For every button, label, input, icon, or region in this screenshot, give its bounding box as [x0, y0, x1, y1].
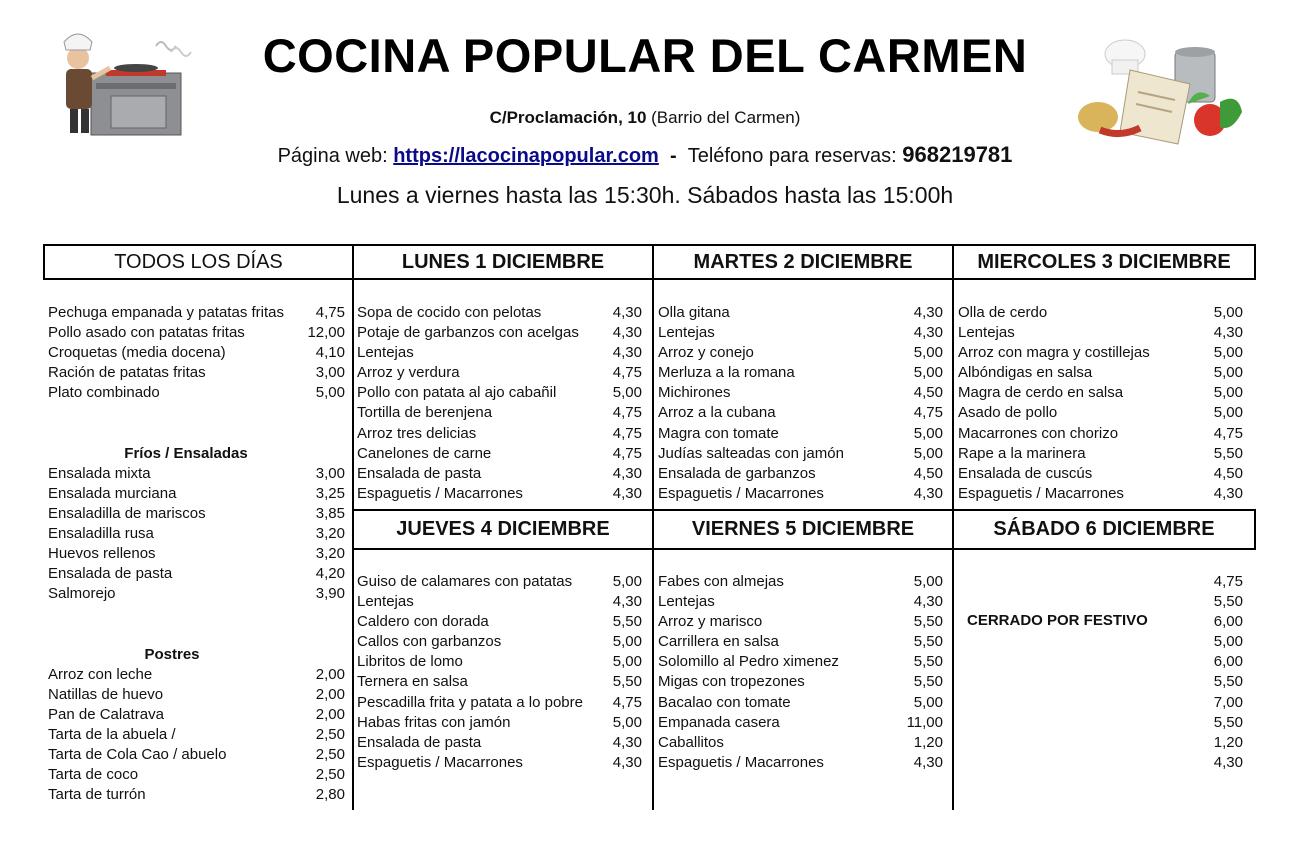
menu-item [958, 572, 1243, 592]
menu-item [357, 444, 642, 464]
address-neighborhood: (Barrio del Carmen) [646, 108, 801, 127]
dish-name: Fabes con almejas [658, 573, 784, 590]
sabado-menu-list [958, 572, 1243, 773]
menu-item [958, 424, 1243, 444]
dish-name: Empanada casera [658, 713, 780, 731]
dish-name: Arroz y conejo [658, 344, 754, 362]
dish-name: Merluza a la romana [658, 364, 795, 382]
menu-item [357, 464, 642, 484]
menu-item: Pollo asado con patatas fritas 12,00 [48, 324, 345, 342]
dish-name: Lentejas [357, 593, 414, 611]
dish-name: Espaguetis / Macarrones [958, 484, 1124, 502]
dish-name: Judías salteadas con jamón [658, 444, 844, 462]
menu-item: Tarta de coco 2,50 [48, 766, 345, 784]
dish-name: Arroz a la cubana [658, 404, 776, 422]
dish-name: Magra con tomate [658, 424, 779, 442]
menu-item [357, 592, 642, 612]
dish-name: Ensalada de cuscús [958, 464, 1093, 482]
dish-price: 5,00 [913, 573, 943, 590]
dish-price: 5,00 [1213, 633, 1243, 651]
menu-item: Natillas de huevo 2,00 [48, 685, 345, 703]
dish-price: 6,00 [1213, 613, 1243, 631]
dish-name: Callos con garbanzos [357, 633, 502, 651]
dish-name: Guiso de calamares con patatas [357, 573, 573, 590]
menu-item [658, 363, 943, 383]
dish-price: 5,00 [1213, 304, 1243, 321]
dish-name: Espaguetis / Macarrones [658, 753, 824, 771]
dish-name: Arroz y verdura [357, 364, 460, 382]
dish-price: 5,00 [612, 633, 642, 651]
martes-menu-list [658, 303, 943, 504]
section-heading-frios: Fríos / Ensaladas [124, 444, 248, 462]
dish-price: 4,30 [612, 324, 642, 342]
dish-price: 4,50 [913, 384, 943, 402]
dish-price: 5,50 [612, 673, 642, 691]
dish-price: 4,30 [612, 304, 642, 321]
menu-item [357, 363, 642, 383]
menu-item [658, 753, 943, 773]
menu-item: Plato combinado 5,00 [48, 384, 345, 402]
dish-name: Caballitos [658, 733, 724, 751]
dish-price: 4,75 [612, 404, 642, 422]
dish-price: 5,00 [612, 384, 642, 402]
menu-item: Ensaladilla de mariscos 3,85 [48, 504, 345, 522]
menu-item [958, 632, 1243, 652]
dish-price: 4,75 [612, 364, 642, 382]
dish-price: 4,30 [612, 344, 642, 362]
menu-item: Arroz con leche 2,00 [48, 665, 345, 683]
dish-price: 5,50 [1213, 673, 1243, 691]
dish-price: 5,00 [612, 713, 642, 731]
column-divider [652, 278, 654, 810]
dish-name: Ensalada de pasta [357, 733, 482, 751]
header-miercoles: MIERCOLES 3 DICIEMBRE [952, 244, 1256, 280]
dish-price: 5,00 [1213, 344, 1243, 362]
menu-item [658, 343, 943, 363]
menu-item [357, 753, 642, 773]
dish-name: Arroz con magra y costillejas [958, 344, 1150, 362]
dish-price: 4,50 [1213, 464, 1243, 482]
dish-name: Espaguetis / Macarrones [658, 484, 824, 502]
menu-item [958, 383, 1243, 403]
menu-item: Pechuga empanada y patatas fritas 4,75 [48, 304, 345, 321]
closed-notice: CERRADO POR FESTIVO [967, 612, 1148, 629]
dish-price: 11,00 [906, 713, 943, 731]
menu-item [658, 323, 943, 343]
menu-item [958, 484, 1243, 504]
menu-item [658, 592, 943, 612]
dish-price: 4,30 [913, 484, 943, 502]
header-todos-los-dias: TODOS LOS DÍAS [43, 244, 354, 280]
menu-item [958, 403, 1243, 423]
address [0, 108, 1290, 128]
menu-item [357, 572, 642, 592]
menu-item: Ensalada murciana 3,25 [48, 484, 345, 502]
menu-item [658, 303, 943, 323]
dish-name: Arroz y marisco [658, 613, 763, 631]
dish-price: 4,30 [612, 593, 642, 611]
dish-price: 4,30 [913, 324, 943, 342]
menu-item: Huevos rellenos 3,20 [48, 545, 345, 563]
dish-price: 5,50 [913, 653, 943, 671]
menu-item [658, 484, 943, 504]
separator: - [658, 145, 688, 167]
menu-item [357, 383, 642, 403]
menu-item [958, 713, 1243, 733]
menu-item: Ensalada de pasta 4,20 [48, 565, 345, 583]
website-link[interactable]: https://lacocinapopular.com [393, 145, 659, 167]
opening-hours: Lunes a viernes hasta las 15:30h. Sábados hasta las 15:00h [336, 182, 954, 208]
dish-price: 4,30 [913, 753, 943, 771]
phone-label: Teléfono para reservas: [687, 145, 903, 167]
web-label: Página web: [277, 145, 394, 167]
menu-item: Tarta de turrón 2,80 [48, 786, 345, 804]
menu-item [357, 323, 642, 343]
dish-price: 5,00 [913, 693, 943, 711]
dish-price: 4,30 [1213, 753, 1243, 771]
dish-price: 5,00 [1213, 404, 1243, 422]
menu-item [958, 652, 1243, 672]
menu-item [658, 572, 943, 592]
menu-item [357, 343, 642, 363]
menu-item [357, 733, 642, 753]
jueves-menu-list [357, 572, 642, 773]
menu-item [958, 733, 1243, 753]
dish-price: 4,30 [913, 593, 943, 611]
menu-item [357, 693, 642, 713]
header-sabado: SÁBADO 6 DICIEMBRE [952, 509, 1256, 550]
menu-item [357, 612, 642, 632]
menu-item [658, 612, 943, 632]
dish-price: 4,30 [612, 753, 642, 771]
column-divider [952, 278, 954, 810]
dish-name: Magra de cerdo en salsa [958, 384, 1124, 402]
menu-item [958, 363, 1243, 383]
dish-price: 5,00 [913, 344, 943, 362]
header-martes: MARTES 2 DICIEMBRE [652, 244, 954, 280]
dish-name: Carrillera en salsa [658, 633, 779, 651]
dish-name: Sopa de cocido con pelotas [357, 304, 542, 321]
menu-item [658, 464, 943, 484]
menu-item [658, 403, 943, 423]
menu-item [357, 713, 642, 733]
dish-name: Asado de pollo [958, 404, 1058, 422]
menu-item [357, 632, 642, 652]
address-street: C/Proclamación, 10 [489, 108, 647, 127]
dish-name: Rape a la marinera [958, 444, 1086, 462]
dish-name: Canelones de carne [357, 444, 492, 462]
menu-item [357, 303, 642, 323]
dish-price: 5,00 [612, 653, 642, 671]
dish-price: 4,30 [1213, 324, 1243, 342]
dish-price: 5,00 [1213, 364, 1243, 382]
dish-price: 5,50 [1213, 713, 1243, 731]
dish-price: 4,75 [612, 693, 642, 711]
column-divider [352, 278, 354, 810]
menu-item: Ensaladilla rusa 3,20 [48, 525, 345, 543]
header-lunes: LUNES 1 DICIEMBRE [352, 244, 654, 280]
menu-item [658, 424, 943, 444]
viernes-menu-list [658, 572, 943, 773]
dish-price: 6,00 [1213, 653, 1243, 671]
menu-item [958, 693, 1243, 713]
restaurant-title: COCINA POPULAR DEL CARMEN [262, 29, 1028, 82]
menu-item [658, 652, 943, 672]
dish-name: Bacalao con tomate [658, 693, 791, 711]
dish-price: 5,50 [1213, 444, 1243, 462]
menu-item [357, 484, 642, 504]
dish-name: Lentejas [357, 344, 414, 362]
menu-item: Salmorejo 3,90 [48, 585, 345, 603]
menu-item [958, 444, 1243, 464]
dish-price: 5,50 [612, 613, 642, 631]
dish-price: 4,30 [913, 304, 943, 321]
menu-item [357, 652, 642, 672]
dish-name: Espaguetis / Macarrones [357, 484, 523, 502]
dish-price: 5,00 [913, 424, 943, 442]
dish-price: 5,50 [913, 633, 943, 651]
menu-item [658, 693, 943, 713]
menu-item: Pan de Calatrava 2,00 [48, 705, 345, 723]
dish-name: Lentejas [958, 324, 1015, 342]
dish-price: 4,30 [612, 733, 642, 751]
miercoles-menu-list [958, 303, 1243, 504]
dish-price: 4,75 [1213, 424, 1243, 442]
header-jueves: JUEVES 4 DICIEMBRE [352, 509, 654, 550]
dish-price: 4,30 [1213, 484, 1243, 502]
menu-item [958, 323, 1243, 343]
menu-item [958, 464, 1243, 484]
dish-name: Michirones [658, 384, 731, 402]
menu-item [658, 733, 943, 753]
menu-item: Ensalada mixta 3,00 [48, 464, 345, 482]
dish-name: Caldero con dorada [357, 613, 489, 631]
dish-price: 5,50 [1213, 593, 1243, 611]
dish-name: Pescadilla frita y patata a lo pobre [357, 693, 583, 711]
menu-item [958, 303, 1243, 323]
dish-price: 5,50 [913, 673, 943, 691]
dish-name: Ensalada de pasta [357, 464, 482, 482]
menu-item: Croquetas (media docena) 4,10 [48, 344, 345, 362]
menu-item: Ración de patatas fritas 3,00 [48, 364, 345, 382]
menu-item [958, 592, 1243, 612]
dish-name: Macarrones con chorizo [958, 424, 1119, 442]
menu-item [658, 383, 943, 403]
dish-price: 5,50 [913, 613, 943, 631]
dish-price: 5,00 [913, 364, 943, 382]
dish-price: 5,00 [612, 573, 642, 590]
dish-name: Lentejas [658, 593, 715, 611]
dish-name: Tortilla de berenjena [357, 404, 493, 422]
dish-price: 4,75 [1213, 573, 1243, 590]
dish-price: 4,75 [612, 424, 642, 442]
menu-item [958, 343, 1243, 363]
menu-item [357, 403, 642, 423]
menu-item [357, 672, 642, 692]
menu-item [658, 713, 943, 733]
dish-name: Espaguetis / Macarrones [357, 753, 523, 771]
menu-item [658, 672, 943, 692]
dish-price: 4,75 [612, 444, 642, 462]
dish-price: 4,30 [612, 464, 642, 482]
dish-name: Solomillo al Pedro ximenez [658, 653, 839, 671]
dish-name: Albóndigas en salsa [958, 364, 1093, 382]
dish-name: Ternera en salsa [357, 673, 468, 691]
section-heading-postres: Postres [144, 645, 200, 663]
todos-main-list [48, 303, 345, 805]
dish-price: 4,30 [612, 484, 642, 502]
lunes-menu-list [357, 303, 642, 504]
dish-price: 1,20 [913, 733, 943, 751]
menu-item [658, 444, 943, 464]
dish-price: 4,75 [913, 404, 943, 422]
dish-price: 4,50 [913, 464, 943, 482]
dish-name: Olla de cerdo [958, 304, 1048, 321]
menu-item [658, 632, 943, 652]
dish-name: Olla gitana [658, 304, 730, 321]
dish-name: Arroz tres delicias [357, 424, 477, 442]
menu-item: Tarta de la abuela / 2,50 [48, 725, 345, 743]
dish-price: 5,00 [1213, 384, 1243, 402]
dish-name: Potaje de garbanzos con acelgas [357, 324, 579, 342]
dish-price: 7,00 [1213, 693, 1243, 711]
dish-name: Habas fritas con jamón [357, 713, 511, 731]
dish-price: 1,20 [1213, 733, 1243, 751]
dish-name: Migas con tropezones [658, 673, 805, 691]
dish-name: Lentejas [658, 324, 715, 342]
header-viernes: VIERNES 5 DICIEMBRE [652, 509, 954, 550]
contact-line [0, 142, 1290, 168]
dish-price: 5,00 [913, 444, 943, 462]
dish-name: Ensalada de garbanzos [658, 464, 816, 482]
dish-name: Pollo con patata al ajo cabañil [357, 384, 557, 402]
menu-item [958, 672, 1243, 692]
menu-item: Tarta de Cola Cao / abuelo 2,50 [48, 746, 345, 764]
phone-number: 968219781 [902, 142, 1013, 167]
menu-item [357, 424, 642, 444]
menu-item [958, 753, 1243, 773]
dish-name: Libritos de lomo [357, 653, 463, 671]
